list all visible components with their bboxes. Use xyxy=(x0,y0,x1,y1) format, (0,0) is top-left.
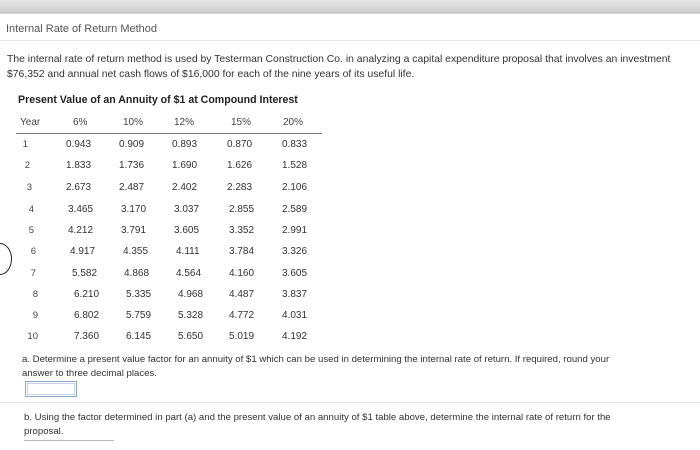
table-value-cell: 4.772 xyxy=(229,310,255,321)
answer-a-input-value xyxy=(27,383,75,395)
table-value-cell: 2.589 xyxy=(282,204,308,215)
table-value-cell: 1.690 xyxy=(172,160,198,171)
table-value-cell: 4.917 xyxy=(70,246,96,257)
table-year-cell: 2 xyxy=(24,160,30,171)
table-value-cell: 0.893 xyxy=(172,139,198,150)
table-value-cell: 5.759 xyxy=(126,310,152,321)
table-value-cell: 3.605 xyxy=(174,225,200,236)
table-header-cell: 12% xyxy=(174,117,195,128)
table-value-cell: 5.650 xyxy=(178,331,204,342)
table-value-cell: 2.487 xyxy=(119,182,145,193)
table-value-cell: 3.791 xyxy=(121,225,147,236)
table-value-cell: 5.019 xyxy=(229,331,255,342)
table-title: Present Value of an Annuity of $1 at Compound Interest xyxy=(18,94,298,106)
table-value-cell: 5.328 xyxy=(178,310,204,321)
table-year-cell: 3 xyxy=(26,182,32,193)
table-header-cell: 20% xyxy=(283,117,304,128)
toolbar-strip xyxy=(0,0,700,13)
table-value-cell: 4.212 xyxy=(68,225,94,236)
intro-line-1: The internal rate of return method is used by Testerman Construction Co. in analyzing a capital expenditure proposal that involves an investment xyxy=(7,54,671,65)
table-value-cell: 4.968 xyxy=(178,289,204,300)
table-value-cell: 4.564 xyxy=(176,268,202,279)
table-value-cell: 0.870 xyxy=(227,139,253,150)
problem-intro xyxy=(7,52,700,82)
table-value-cell: 5.582 xyxy=(72,268,98,279)
table-value-cell: 1.833 xyxy=(66,160,92,171)
table-value-cell: 3.605 xyxy=(282,268,308,279)
table-header-rule xyxy=(16,133,322,134)
table-year-cell: 8 xyxy=(32,289,38,300)
table-value-cell: 5.335 xyxy=(126,289,152,300)
intro-line-2: $76,352 and annual net cash flows of $16,000 for each of the nine years of its useful life. xyxy=(7,69,415,80)
table-year-cell: 7 xyxy=(30,268,36,279)
question-a xyxy=(22,353,682,381)
table-value-cell: 2.991 xyxy=(282,225,308,236)
table-value-cell: 4.192 xyxy=(282,331,308,342)
table-value-cell: 3.465 xyxy=(68,204,94,215)
table-header-cell: 15% xyxy=(231,117,252,128)
table-year-cell: 4 xyxy=(28,204,34,215)
left-bracket-mark xyxy=(0,243,12,275)
table-value-cell: 3.326 xyxy=(282,246,308,257)
table-header-cell: 6% xyxy=(73,117,88,128)
table-year-cell: 6 xyxy=(30,246,36,257)
table-value-cell: 3.037 xyxy=(174,204,200,215)
table-header-cell: 10% xyxy=(123,117,144,128)
table-value-cell: 3.352 xyxy=(229,225,255,236)
table-header-cell: Year xyxy=(20,117,41,128)
answer-a-input[interactable] xyxy=(25,381,77,397)
question-b xyxy=(24,411,684,439)
table-value-cell: 2.283 xyxy=(227,182,253,193)
question-a-line-1: a. Determine a present value factor for an annuity of $1 which can be used in determining the internal rate of return. If required, round your xyxy=(22,354,610,365)
table-value-cell: 7.360 xyxy=(74,331,100,342)
table-value-cell: 1.626 xyxy=(227,160,253,171)
table-value-cell: 2.673 xyxy=(66,182,92,193)
table-value-cell: 1.528 xyxy=(282,160,308,171)
table-value-cell: 3.784 xyxy=(229,246,255,257)
table-year-cell: 9 xyxy=(32,310,38,321)
table-value-cell: 0.833 xyxy=(282,139,308,150)
question-b-line-1: b. Using the factor determined in part (a) and the present value of an annuity of $1 table above, determine the internal rate of return for the xyxy=(24,412,611,423)
table-value-cell: 0.909 xyxy=(119,139,145,150)
table-value-cell: 6.802 xyxy=(74,310,100,321)
title-divider xyxy=(0,40,700,41)
table-value-cell: 2.106 xyxy=(282,182,308,193)
table-value-cell: 4.111 xyxy=(176,246,200,257)
table-value-cell: 4.160 xyxy=(229,268,255,279)
table-year-cell: 1 xyxy=(22,139,28,150)
table-value-cell: 6.210 xyxy=(74,289,100,300)
table-value-cell: 1.736 xyxy=(119,160,145,171)
table-year-cell: 5 xyxy=(28,225,34,236)
bottom-rule xyxy=(24,440,114,441)
table-value-cell: 4.868 xyxy=(124,268,150,279)
table-value-cell: 6.145 xyxy=(126,331,152,342)
table-value-cell: 2.855 xyxy=(229,204,255,215)
table-value-cell: 3.837 xyxy=(282,289,308,300)
question-a-line-2: answer to three decimal places. xyxy=(22,368,157,379)
question-b-line-2: proposal. xyxy=(24,426,64,437)
table-value-cell: 2.402 xyxy=(172,182,198,193)
table-value-cell: 0.943 xyxy=(66,139,92,150)
table-year-cell: 10 xyxy=(27,331,38,342)
table-value-cell: 4.487 xyxy=(229,289,255,300)
table-value-cell: 3.170 xyxy=(121,204,147,215)
page-title: Internal Rate of Return Method xyxy=(6,23,158,35)
section-divider xyxy=(0,402,700,403)
table-value-cell: 4.355 xyxy=(123,246,149,257)
table-value-cell: 4.031 xyxy=(282,310,308,321)
top-toolbar xyxy=(0,0,700,14)
